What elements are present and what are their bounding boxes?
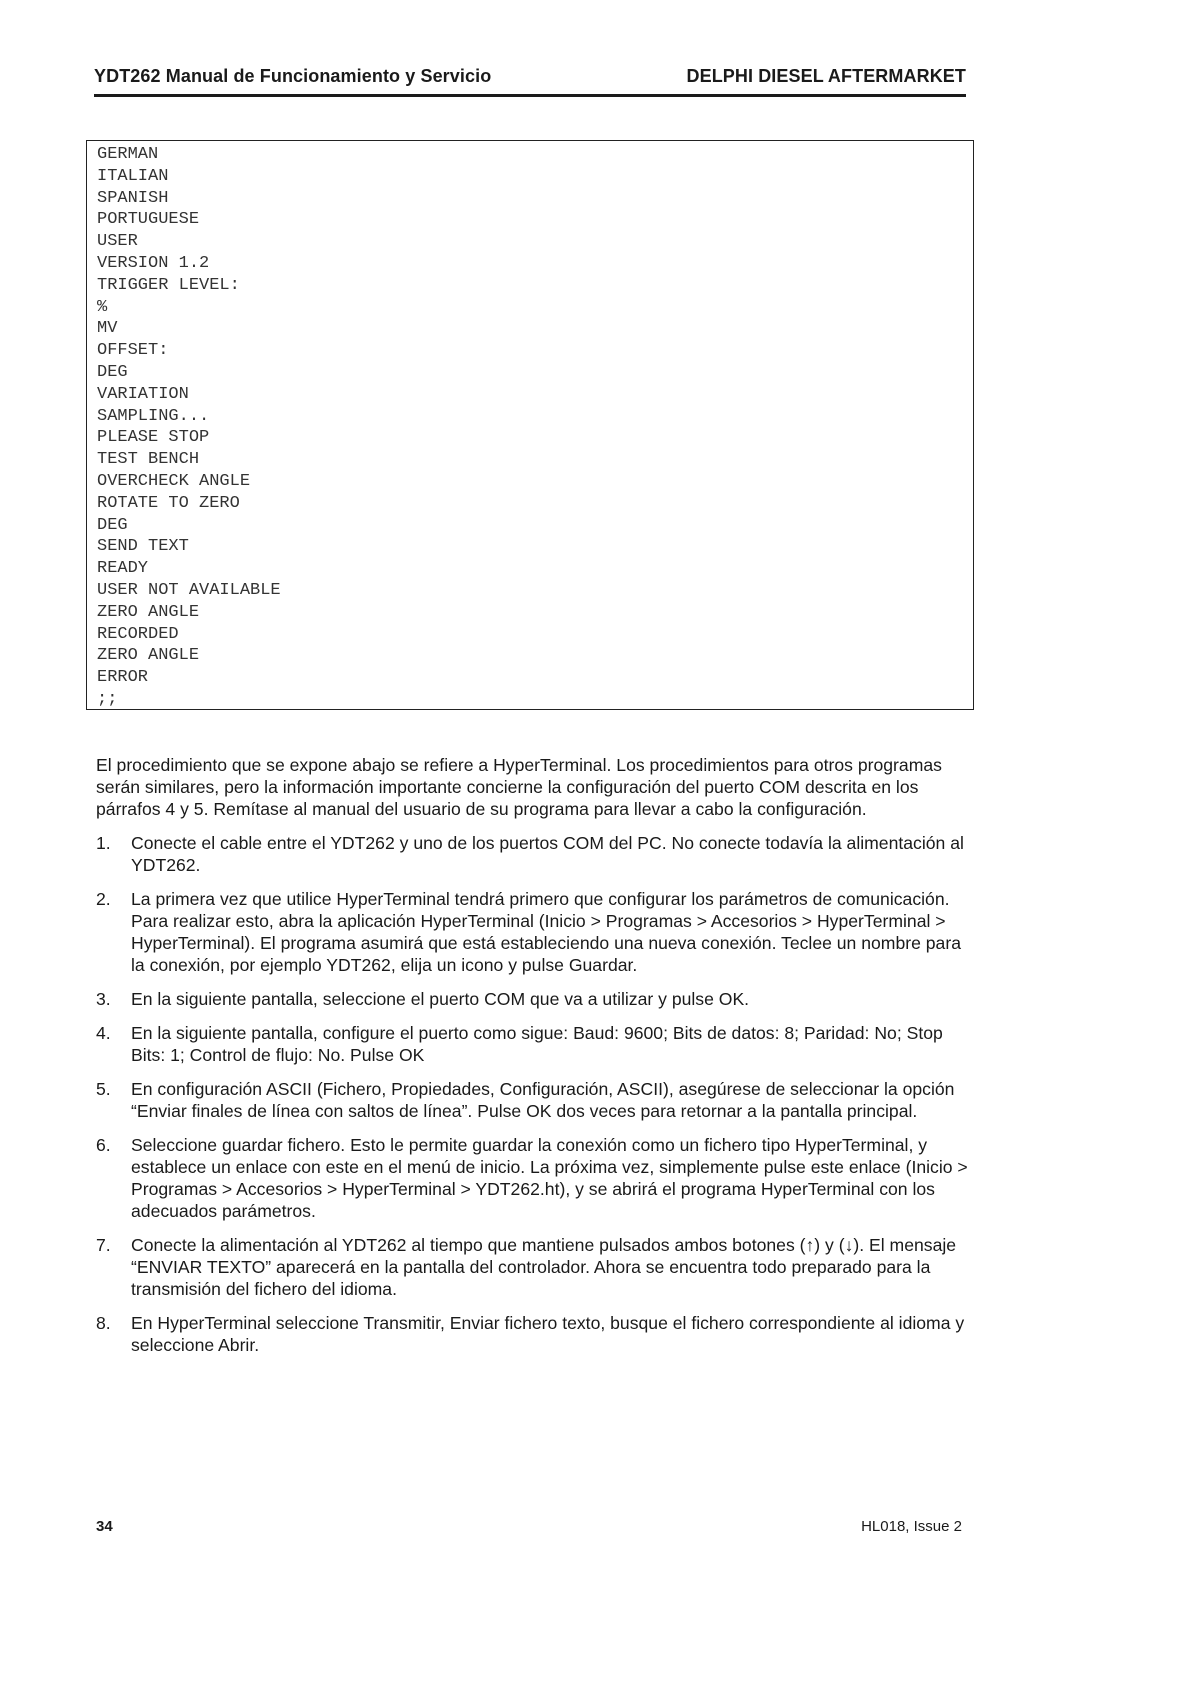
code-line: READY [97, 559, 149, 579]
step-text: En la siguiente pantalla, configure el puerto como sigue: Baud: 9600; Bits de datos: 8; Paridad: No; Stop Bits: 1; Control de flujo: No. Pulse OK [131, 1023, 943, 1065]
code-line: ERROR [97, 668, 149, 688]
company-name: DELPHI DIESEL AFTERMARKET [686, 66, 966, 86]
code-line: OFFSET: [97, 341, 169, 361]
list-item [96, 888, 968, 976]
page-number: 34 [96, 1518, 113, 1535]
step-number: 1. [96, 833, 111, 853]
list-item [96, 988, 968, 1010]
step-number: 6. [96, 1135, 111, 1155]
code-line: TEST BENCH [97, 450, 200, 470]
step-number: 8. [96, 1313, 111, 1333]
list-item [96, 1134, 968, 1222]
code-line: ZERO ANGLE [97, 602, 200, 622]
step-text: En la siguiente pantalla, seleccione el puerto COM que va a utilizar y pulse OK. [131, 989, 750, 1009]
code-line: USER [97, 232, 138, 252]
step-text: Seleccione guardar fichero. Esto le permite guardar la conexión como un fichero tipo HyperTerminal, y establece un enlace con este en el menú de inicio. La próxima vez, simplemente pulse este enlace (Inicio > Programas > Accesorios > HyperTerminal > YDT262.ht), y se abrirá el programa HyperTerminal con los adecuados parámetros. [131, 1135, 968, 1221]
page-footer [96, 1518, 962, 1536]
code-line: GERMAN [97, 145, 159, 164]
code-line: RECORDED [97, 624, 179, 644]
code-line: PLEASE STOP [97, 428, 210, 448]
step-number: 3. [96, 989, 111, 1009]
page-header [94, 66, 966, 97]
code-line: ZERO ANGLE [97, 646, 200, 666]
step-text: En HyperTerminal seleccione Transmitir, Enviar fichero texto, busque el fichero correspondiente al idioma y seleccione Abrir. [131, 1313, 965, 1355]
code-line: TRIGGER LEVEL: [97, 275, 240, 295]
code-line: VARIATION [97, 384, 189, 404]
code-line: OVERCHECK ANGLE [97, 471, 251, 491]
code-line: SEND TEXT [97, 537, 189, 557]
procedure-section [96, 754, 968, 1368]
intro-paragraph: El procedimiento que se expone abajo se refiere a HyperTerminal. Los procedimientos para otros programas serán similares, pero la información importante concierne la configuración del puerto COM descrita en los párrafos 4 y 5. Remítase al manual del usuario de su programa para llevar a cabo la configuración. [96, 755, 942, 819]
document-reference: HL018, Issue 2 [861, 1518, 962, 1535]
list-item [96, 1312, 968, 1356]
code-line: SAMPLING... [97, 406, 210, 426]
code-line: MV [97, 319, 118, 339]
code-line: SPANISH [97, 188, 169, 208]
step-number: 4. [96, 1023, 111, 1043]
code-line: ROTATE TO ZERO [97, 493, 240, 513]
procedure-steps-list [96, 832, 968, 1356]
step-text: La primera vez que utilice HyperTerminal tendrá primero que configurar los parámetros de comunicación. Para realizar esto, abra la aplicación HyperTerminal (Inicio > Programas > Accesorios > HyperTerminal > HyperTerminal). El programa asumirá que está estableciendo una nueva conexión. Teclee un nombre para la conexión, por ejemplo YDT262, elija un icono y pulse Guardar. [131, 889, 961, 975]
step-number: 2. [96, 889, 111, 909]
step-number: 7. [96, 1235, 111, 1255]
code-line: PORTUGUESE [97, 210, 200, 230]
step-text: En configuración ASCII (Fichero, Propiedades, Configuración, ASCII), asegúrese de seleccionar la opción “Enviar finales de línea con saltos de línea”. Pulse OK dos veces para retornar a la pantalla principal. [131, 1079, 955, 1121]
list-item [96, 1022, 968, 1066]
code-line: DEG [97, 515, 128, 535]
code-line: DEG [97, 362, 128, 382]
code-line: USER NOT AVAILABLE [97, 580, 281, 600]
step-number: 5. [96, 1079, 111, 1099]
message-list-code-block [86, 140, 974, 710]
list-item [96, 1234, 968, 1300]
code-line: VERSION 1.2 [97, 253, 210, 273]
code-line: ;; [97, 689, 118, 709]
step-text: Conecte el cable entre el YDT262 y uno de los puertos COM del PC. No conecte todavía la alimentación al YDT262. [131, 833, 964, 875]
code-line: % [97, 297, 108, 317]
list-item [96, 832, 968, 876]
list-item [96, 1078, 968, 1122]
step-text: Conecte la alimentación al YDT262 al tiempo que mantiene pulsados ambos botones (↑) y (↓). El mensaje “ENVIAR TEXTO” aparecerá en la pantalla del controlador. Ahora se encuentra todo preparado para la transmisión del fichero del idioma. [131, 1235, 957, 1299]
code-line: ITALIAN [97, 166, 169, 186]
manual-title: YDT262 Manual de Funcionamiento y Servicio [94, 66, 492, 86]
